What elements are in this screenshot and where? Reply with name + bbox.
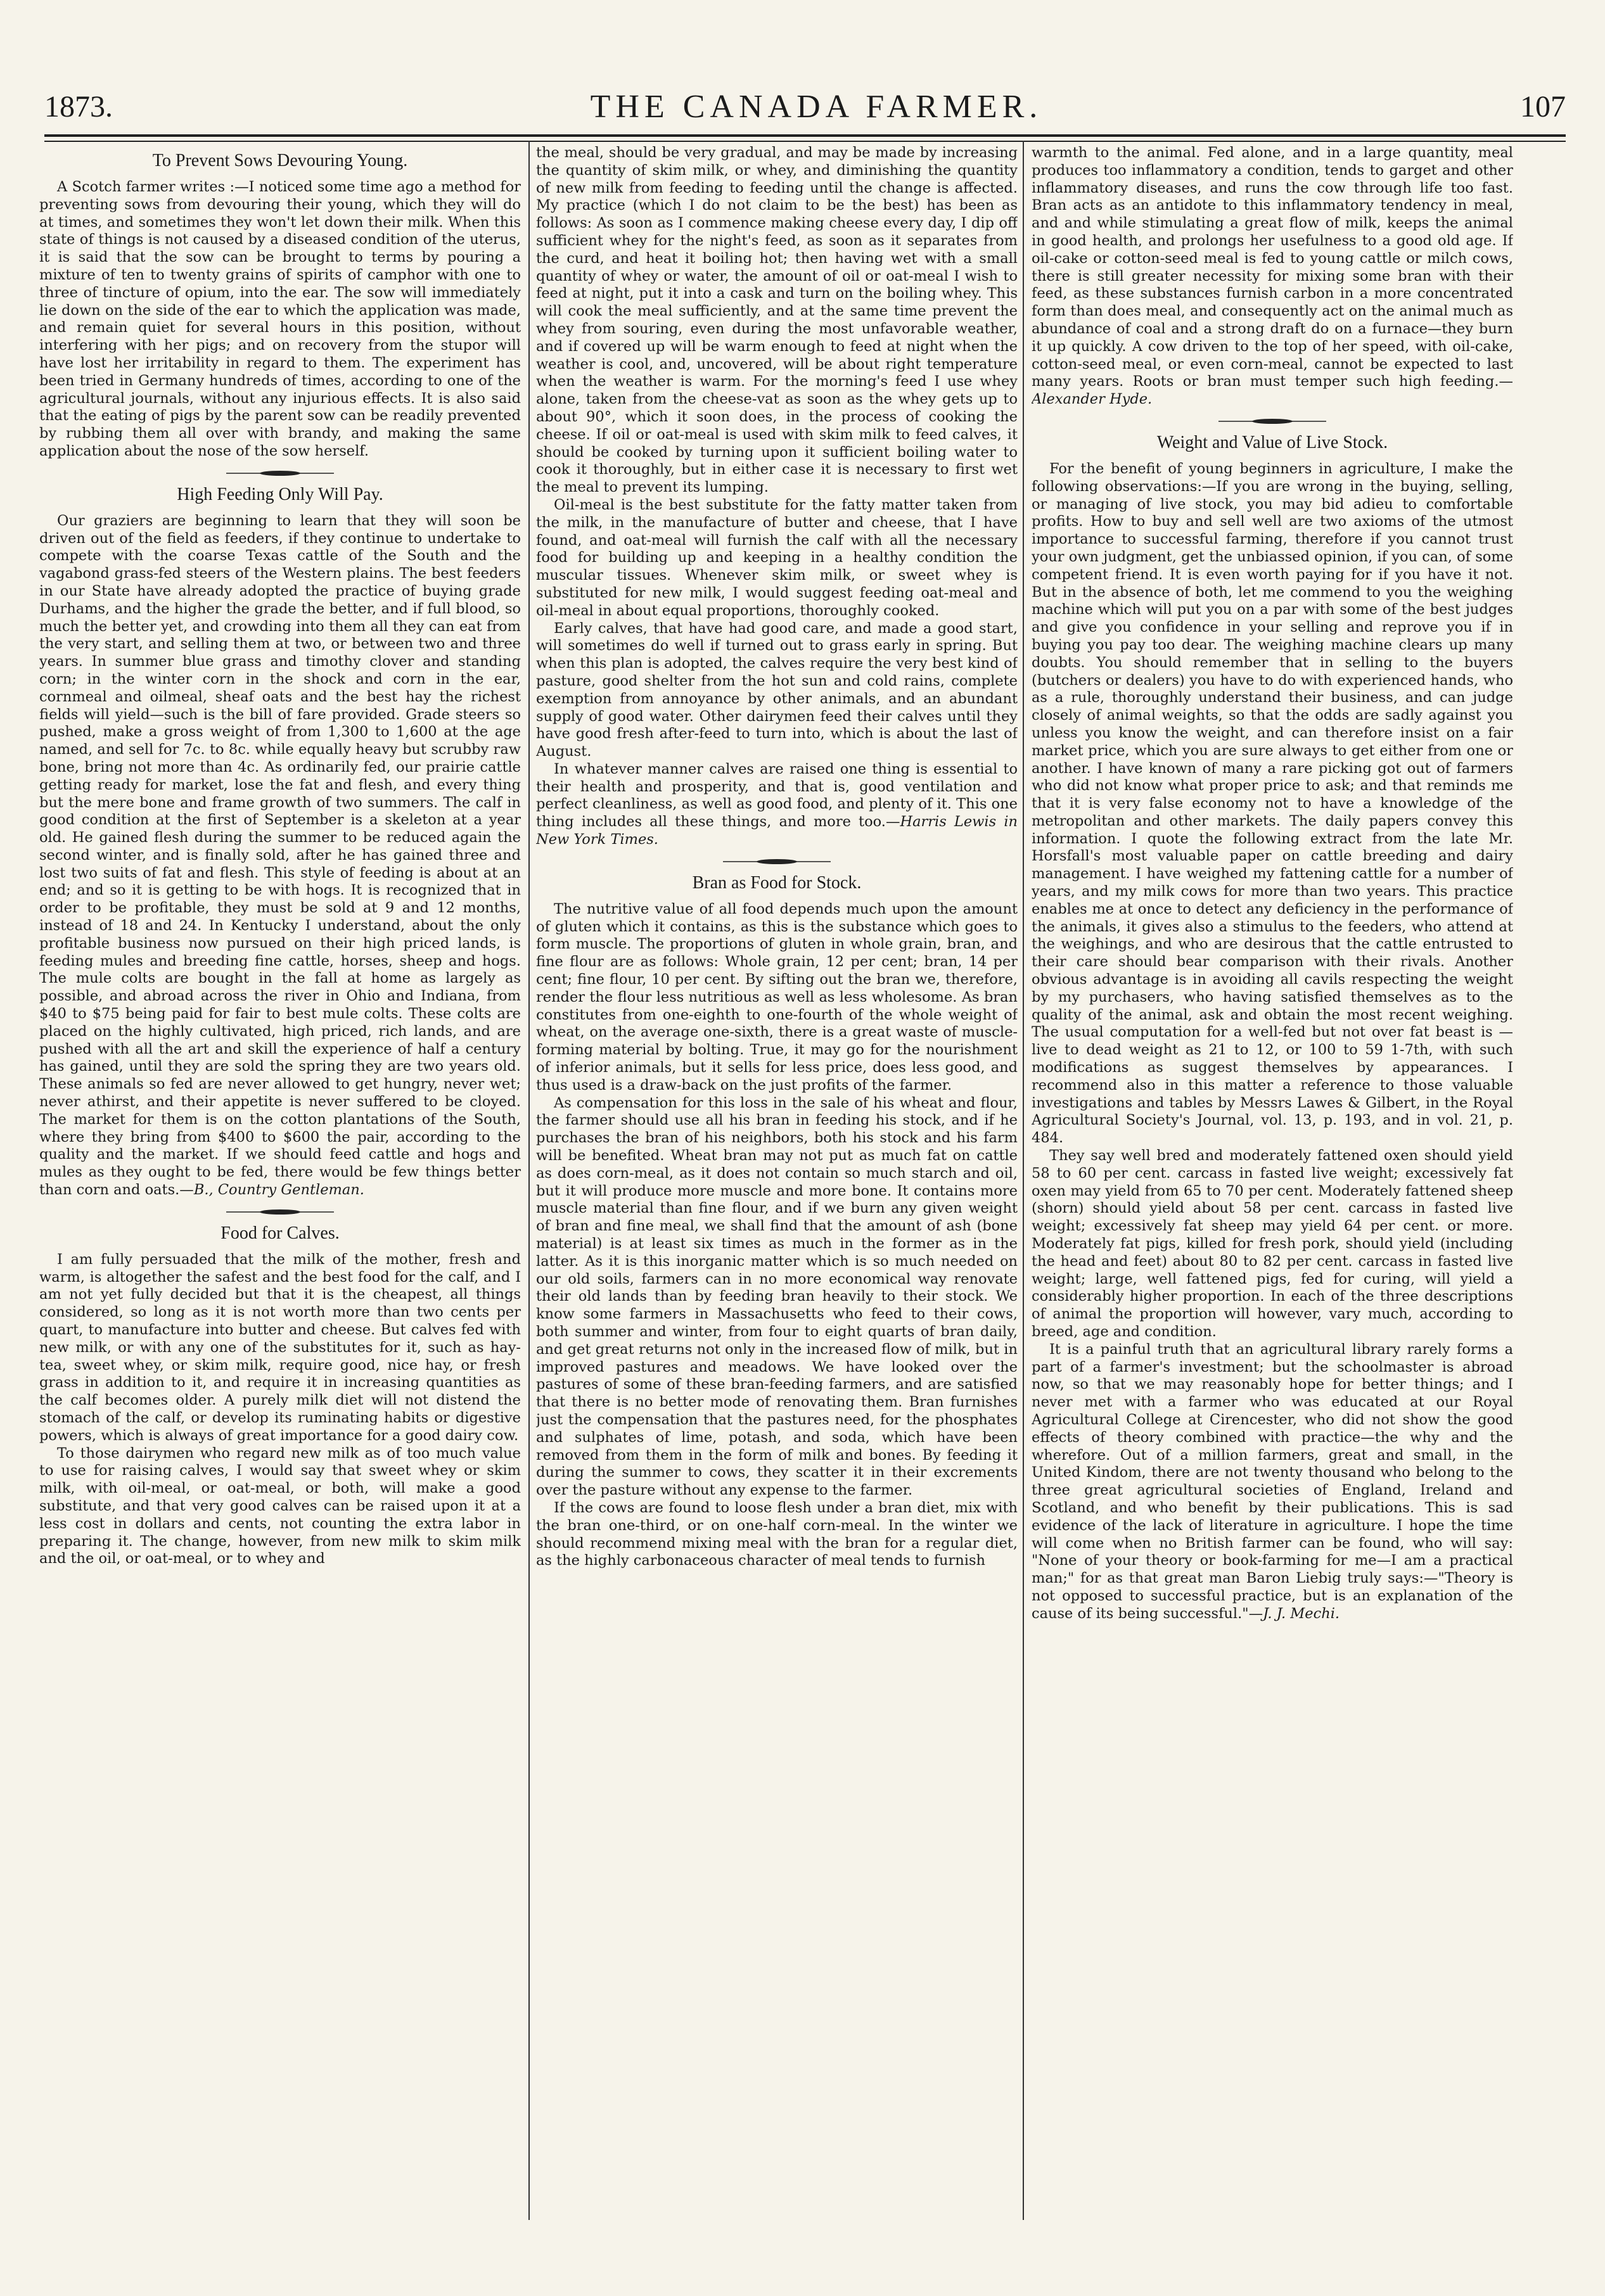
article-paragraph: Oil-meal is the best substitute for the fatty matter taken from the milk, in the manufacture of butter and cheese, that I have found, and oat-meal will furnish the calf with all the necessary food for building up and keeping in a healthy condition the muscular tissues. Whenever skim milk, or sweet whey is substituted for new milk, I would suggest feeding oat-meal and oil-meal in about equal proportions, thoroughly cooked.: [536, 496, 1018, 619]
article-paragraph: [39, 513, 521, 1199]
paragraph-text: It is a painful truth that an agricultural library rarely forms a part of a farmer's investment; but the schoolmaster is abroad now, so that we may reasonably hope for better things; and I never met with a farmer who was educated at our Royal Agricultural College at Cirencester, who did not show the good effects of theory combined with practice—the why and the wherefore. Out of a million farmers, great and small, in the United Kindom, there are not twenty thousand who belong to the three great agricultural societies of England, Ireland and Scotland, and who benefit by their publications. This is sad evidence of the lack of literature in agriculture. I hope the time will come when no British farmer can be found, who will say: "None of your theory or book-farming for me—I am a practical man;" for as that great man Baron Liebig truly says:—"Theory is not opposed to successful practice, but is an explanation of the cause of its being successful."—: [1032, 1341, 1513, 1622]
article-paragraph: As compensation for this loss in the sale of his wheat and flour, the farmer should use all his bran in feeding his stock, and if he purchases the bran of his neighbors, both his stock and his farm will be benefited. Wheat bran may not put as much fat on cattle as does corn-meal, as it does not contain so much starch and oil, but it will produce more muscle and more bone. It contains more muscle material than fine flour, and if we burn any given weight of bran and fine meal, we shall find that the amount of ash (bone material) is at least six times as much in the former as in the latter. As it is this inorganic matter which is so much needed on our old soils, farmers can in no more economical way renovate their old lands than by feeding bran heavily to their stock. We know some farmers in Massachusetts who feed to their cows, both summer and winter, from four to eight quarts of bran daily, and get great returns not only in the increased flow of milk, but in improved pastures and meadows. We have looked over the pastures of some of these bran-feeding farmers, and are satisfied that there is no better mode of renovating them. Bran furnishes just the compensation that the pastures need, for the phosphates and sulphates of lime, potash, and soda, which have been removed from them in the form of milk and bones. By feeding it during the summer to cows, they scatter it in their excrements over the pasture without any expense to the farmer.: [536, 1094, 1018, 1499]
column-divider: [1023, 141, 1024, 2220]
article-title: To Prevent Sows Devouring Young.: [152, 151, 408, 170]
article-paragraph: For the benefit of young beginners in agriculture, I make the following observations:—If you are wrong in the buying, selling, or managing of live stock, you may bid adieu to comfortable profits. How to buy and sell well are two axioms of the utmost importance to successful farming, therefore if you cannot trust your own judgment, get the unbiassed opinion, if you can, of some competent friend. It is even worth paying for if you have it not. But in the absence of both, let me commend to you the weighing machine which will put you on a par with some of the best judges and give you confidence in your selling and reprove you if in buying you pay too dear. The weighing machine clears up many doubts. You should remember that in selling to the buyers (butchers or dealers) you have to do with experienced hands, who as a rule, thoroughly understand their business, and can judge closely of animal weights, so that the odds are sadly against you unless you know the weight, and can therefore insist on a fair market price, which you are sure always to get either from one or another. I have known of many a rare picking got out of farmers who did not know what proper price to ask; and that reminds me that it is very false economy not to have a knowledge of the metropolitan and other markets. The daily papers convey this information. I quote the following extract from the late Mr. Horsfall's most valuable paper on cattle breeding and dairy management. I have weighed my fattening cattle for a number of years, and my milk cows for more than two years. This practice enables me at once to detect any deficiency in the performance of the animals, it gives also a stimulus to the feeders, who attend at the weighings, and who are desirous that the cattle entrusted to their care should bear comparison with their rivals. Another obvious advantage is in avoiding all cavils respecting the weight by my purchasers, who having satisfied themselves as to the quality of the animal, ask and obtain the most recent weighing. The usual computation for a well-fed but not over fat beast is —live to dead weight as 21 to 12, or 100 to 59 1-7th, with such modifications as suggest themselves by appearances. I recommend also in this matter a reference to those valuable investigations and tables by Messrs Lawes & Gilbert, in the Royal Agricultural Society's Journal, vol. 13, p. 193, and in vol. 21, p. 484.: [1032, 460, 1513, 1147]
paragraph-text: warmth to the animal. Fed alone, and in a large quantity, meal produces too inflammatory a condition, tends to garget and other inflammatory diseases, and runs the cow through life too fast. Bran acts as an antidote to this inflammatory tendency in meal, and and while stimulating a great flow of milk, keeps the animal in good health, and prolongs her usefulness to a good old age. If oil-cake or cotton-seed meal is fed to young cattle or milch cows, there is still greater necessity for mixing some bran with their feed, as these substances furnish carbon in a more concentrated form than does meal, and consequently act on the animal much as abundance of coal and a strong draft do on a furnace—they burn it up quickly. A cow driven to the top of her speed, with oil-cake, cotton-seed meal, or even corn-meal, cannot be expected to last many years. Roots or bran must temper such high feeding.—: [1032, 144, 1513, 390]
page-header: [44, 81, 1566, 132]
section-ornament: [226, 1208, 334, 1216]
article-title: High Feeding Only Will Pay.: [177, 484, 383, 504]
column-1: [39, 144, 521, 2220]
column-2: [536, 144, 1018, 2220]
article-paragraph: [1032, 1341, 1513, 1623]
article-paragraph: the meal, should be very gradual, and may be made by increasing the quantity of skim milk, or whey, and diminishing the quantity of new milk from feeding to feeding until the change is affected. My practice (which I do not claim to be the best) has been as follows: As soon as I commence making cheese every day, I dip off sufficient whey for the night's feed, as soon as it separates from the curd, and heat it boiling hot; then having wet with a small quantity of whey or water, the amount of oil or oat-meal I wish to feed at night, put it into a cask and turn on the boiling whey. This will cook the meal sufficiently, and at the same time prevent the whey from souring, even during the most unfavorable weather, and if covered up will be warm enough to feed at night when the weather is cool, and, uncovered, will be about right temperature when the weather is warm. For the morning's feed I use whey alone, taken from the cheese-vat as soon as the whey gets up to about 90°, which it soon does, in the process of cooking the cheese. If oil or oat-meal is used with skim milk to feed calves, it should be cooked by turning upon it sufficient boiling water to cook it thoroughly, but in either case it is necessary to first wet the meal to prevent its lumping.: [536, 144, 1018, 496]
article-signature: Alexander Hyde.: [1032, 391, 1153, 408]
page-number: 107: [1519, 89, 1566, 124]
article-title: Bran as Food for Stock.: [692, 872, 862, 893]
article-title: Weight and Value of Live Stock.: [1156, 432, 1388, 452]
header-rule: [44, 134, 1566, 142]
masthead-title: THE CANADA FARMER.: [590, 88, 1043, 125]
article-paragraph: If the cows are found to loose flesh under a bran diet, mix with the bran one-third, or on one-half corn-meal. In the winter we should recommend mixing meal with the bran for a regular diet, as the highly carbonaceous character of meal tends to furnish: [536, 1499, 1018, 1569]
article-paragraph: They say well bred and moderately fattened oxen should yield 58 to 60 per cent. carcass in fasted live weight; excessively fat oxen may yield from 65 to 70 per cent. Moderately fattened sheep (shorn) should yield about 58 per cent. carcass in fasted live weight; excessively fat sheep may yield 64 per cent. or more. Moderately fat pigs, killed for fresh pork, should yield (including the head and feet) about 80 to 82 per cent. carcass in fasted live weight; large, well fattened pigs, fed for curing, will yield a considerably higher proportion. In each of the three descriptions of animal the proportion will however, vary much, according to breed, age and condition.: [1032, 1147, 1513, 1340]
paragraph-text: In whatever manner calves are raised one thing is essential to their health and prosperity, and that is, good ventilation and perfect cleanliness, as well as good food, and plenty of it. This one thing includes all these things, and more too.—: [536, 760, 1018, 831]
article-paragraph: [536, 761, 1018, 849]
article-title: Food for Calves.: [221, 1223, 340, 1243]
article-paragraph: I am fully persuaded that the milk of the mother, fresh and warm, is altogether the safest and the best food for the calf, and I am not yet fully decided but that it is the cheapest, all things considered, so long as it is not worth more than two cents per quart, to manufacture into butter and cheese. But calves fed with new milk, or with any one of the substitutes for it, such as hay-tea, sweet whey, or skim milk, require good, nice hay, or fresh grass in addition to it, and require it in increasing quantities as the calf becomes older. A purely milk diet will not distend the stomach of the calf, or develop its ruminating habits or digestive powers, which is always of great importance for a good dairy cow.: [39, 1251, 521, 1444]
article-paragraph: [1032, 144, 1513, 409]
article-signature: Harris Lewis in New York Times.: [536, 813, 1018, 848]
section-ornament: [723, 858, 831, 865]
paragraph-text: Our graziers are beginning to learn that they will soon be driven out of the field as feeders, if they continue to undertake to compete with the coarse Texas cattle of the South and the vagabond grass-fed steers of the Western plains. The best feeders in our State have already adopted the practice of buying grade Durhams, and the higher the grade the better, and if full blood, so much the better yet, and crowding into them all they can eat from the very start, and selling them at two, or between two and three years. In summer blue grass and timothy clover and standing corn; in the winter corn in the shock and corn in the ear, cornmeal and oilmeal, sheaf oats and the best hay the richest fields will yield—such is the bill of fare provided. Grade steers so pushed, make a gross weight of from 1,300 to 1,600 at the age named, and sell for 7c. to 8c. while equally heavy but scrubby raw bone, bring not more than 4c. As ordinarily fed, our prairie cattle getting ready for market, lose the fat and flesh, and every thing but the mere bone and frame growth of two summers. The calf in good condition at the first of September is a skeleton at a year old. He gained flesh during the summer to be reduced again the second winter, and is finally sold, after he has gained three and lost two suits of fat and flesh. This style of feeding is about at an end; and so it is getting to be with hogs. It is recognized that in order to be profitable, they must be sold at 9 and 12 months, instead of 18 and 24. In Kentucky I understand, about the only profitable business now pursued on their high priced lands, is feeding mules and breeding fine cattle, horses, sheep and hogs. The mule colts are bought in the fall at home as largely as possible, and abroad across the river in Ohio and Indiana, from $40 to $75 being paid for fair to best mule colts. These colts are placed on the highly cultivated, high priced, rich lands, and are pushed with all the art and skill the experience of half a century has gained, until they are sold the spring they are two years old. These animals so fed are never allowed to get hungry, never wet; never athirst, and their appetite is never suffered to be cloyed. The market for them is on the cotton plantations of the South, where they bring from $400 to $600 the pair, according to the quality and the market. If we should feed cattle and hogs and mules as they ought to be fed, there would be few things better than corn and oats.—: [39, 512, 521, 1199]
section-ornament: [1218, 418, 1326, 425]
article-paragraph: To those dairymen who regard new milk as of too much value to use for raising calves, I would say that sweet whey or skim milk, with oil-meal, or oat-meal, or both, will make a good substitute, and that very good calves can be raised upon it at a less cost in dollars and cents, not counting the extra labor in preparing it. The change, however, from new milk to skim milk and the oil, or oat-meal, or to whey and: [39, 1445, 521, 1567]
column-3: [1032, 144, 1513, 2220]
article-paragraph: A Scotch farmer writes :—I noticed some time ago a method for preventing sows from devouring their young, which they will do at times, and sometimes they won't let down their milk. When this state of things is not caused by a diseased condition of the uterus, it is said that the sow can be brought to terms by pouring a mixture of ten to twenty grains of spirits of camphor with one to three of tincture of opium, into the ear. The sow will immediately lie down on the side of the ear to which the application was made, and remain quiet for several hours in this position, without interfering with her pigs; and on recovery from the stupor will have lost her irritability in regard to them. The experiment has been tried in Germany hundreds of times, according to one of the agricultural journals, without any injurious effects. It is also said that the eating of pigs by the parent sow can be readily prevented by rubbing them all over with brandy, and making the same application about the nose of the sow herself.: [39, 179, 521, 459]
section-ornament: [226, 469, 334, 477]
article-paragraph: The nutritive value of all food depends much upon the amount of gluten which it contains, as this is the substance which goes to form muscle. The proportions of gluten in whole grain, bran, and fine flour are as follows: Whole grain, 12 per cent; bran, 14 per cent; fine flour, 10 per cent. By sifting out the bran we, therefore, render the flour less nutritious as well as less wholesome. As bran constitutes from one-eighth to one-fourth of the whole weight of wheat, on the average one-sixth, there is a great waste of muscle-forming material by bolting. True, it may go for the nourishment of inferior animals, but it sells for less price, does less good, and thus used is a draw-back on the just profits of the farmer.: [536, 900, 1018, 1094]
article-paragraph: Early calves, that have had good care, and made a good start, will sometimes do well if turned out to grass early in spring. But when this plan is adopted, the calves require the very best kind of pasture, good shelter from the hot sun and cold rains, complete exemption from annoyance by other animals, and an abundant supply of good water. Other dairymen feed their calves until they have good fresh after-feed to turn into, which is about the last of August.: [536, 620, 1018, 760]
header-year: 1873.: [44, 89, 113, 124]
article-signature: J. J. Mechi.: [1263, 1605, 1340, 1622]
column-divider: [528, 141, 530, 2220]
article-signature: B., Country Gentleman.: [193, 1182, 364, 1199]
